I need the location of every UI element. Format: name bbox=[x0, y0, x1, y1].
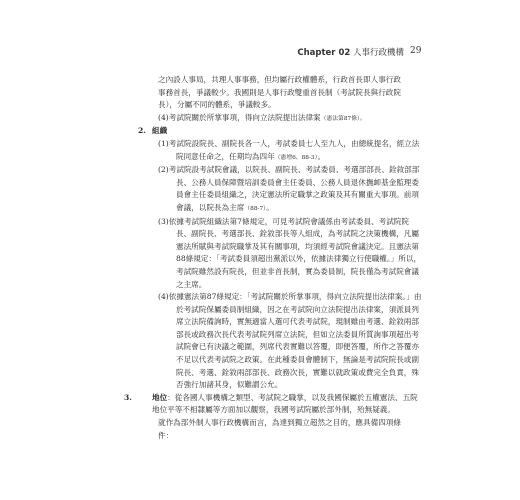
section-2-number: 2. bbox=[138, 126, 146, 136]
item-4-note: （憲法第87條）。 bbox=[320, 115, 366, 122]
section-2-item-3: (3)依據考試院組織法第7條規定，可見考試院會議係由考試委員、考試院院長、副院長、考選部長、銓敘部長等人組成，為考試院之決策機構，凡屬憲法所賦與考試院職掌及其有關事項，均須經考試院會議決定。且憲法第88條規定：「考試委員須超出黨派以外，依據法律獨立行使職權。」所以，考試院雖然設有院長，但並非首長制，實為委員制，院長僅為考試院會議之主席。 bbox=[158, 216, 422, 289]
section-3-text: ：從各國人事機構之類型、考試院之職掌，以及我國保屬於五權憲法、五院地位平等不相隸屬等方面加以觀察，我國考試院屬於部外制，殆無疑義。 bbox=[152, 392, 418, 415]
section-3-number: 3. bbox=[124, 392, 132, 402]
section-2-item-1: (1)考試院設院長、副院長各一人，考試委員七人至九人，由總統提名，經立法院同意任命之，任期均為四年（憲增6、88-3）。 bbox=[158, 138, 420, 161]
page-body bbox=[0, 74, 520, 442]
item-4-text: 考試院關於所掌事項，得向立法院提出法律案 bbox=[168, 112, 321, 122]
running-header bbox=[0, 46, 422, 58]
section-3-paragraph bbox=[124, 392, 418, 417]
section-2-item-4: (4)依據憲法第87條規定：「考試院關於所掌事項，得向立法院提出法律案。」由於考試院保屬委員制組織，因之在考試院向立法院提出法律案，須派員列席立法院備詢時，實無適當人選可代表考試院，現制雖由考選、銓敘兩部部長或政務次長代表考試院列席立法院，但如立法委員所質詢事項超出考試院會已有決議之範圍，列席代表實難以答覆，即便答覆，所作之答覆亦不足以代表考試院之政策。在此種委員會體制下，無論是考試院院長或副院長、考選、銓敘兩部部長、政務次長，實難以就政策或費完全負責，殊否強行加諸其身，似難謂公允。 bbox=[158, 292, 422, 390]
page-number: 29 bbox=[410, 46, 422, 56]
intro-paragraph: 之內設人事局，共理人事事務，但均屬行政權體系，行政首長即人事行政事務首長，爭議較少。我國則是人事行政雙重首長制（考試院長與行政院長），分屬不同的體系，爭議較多。 bbox=[158, 75, 401, 110]
section-2-heading bbox=[138, 125, 404, 138]
item-4-number: (4) bbox=[158, 112, 169, 122]
section-2-title: 組織 bbox=[152, 126, 168, 136]
chapter-title: 人事行政機構 bbox=[352, 48, 404, 58]
section-2-item-2: (2)考試院設考試院會議，以院長、副院長、考試委員、考選部部長、銓敘部部長、公務人員保障暨培訓委員會主任委員、公務人員退休撫卹基金監理委員會主任委員組織之，決定憲法所定職掌之政策及其有關重大事項。前項會議，以院長為主席（88-7）。 bbox=[158, 165, 420, 212]
section-3-title: 地位 bbox=[152, 392, 168, 402]
item-4-paragraph bbox=[158, 112, 422, 126]
chapter-label: Chapter 02 bbox=[297, 48, 351, 58]
closing-paragraph: 就作為部外制人事行政機構而言，為達到獨立超然之目的，應具備四項條件： bbox=[158, 418, 401, 440]
